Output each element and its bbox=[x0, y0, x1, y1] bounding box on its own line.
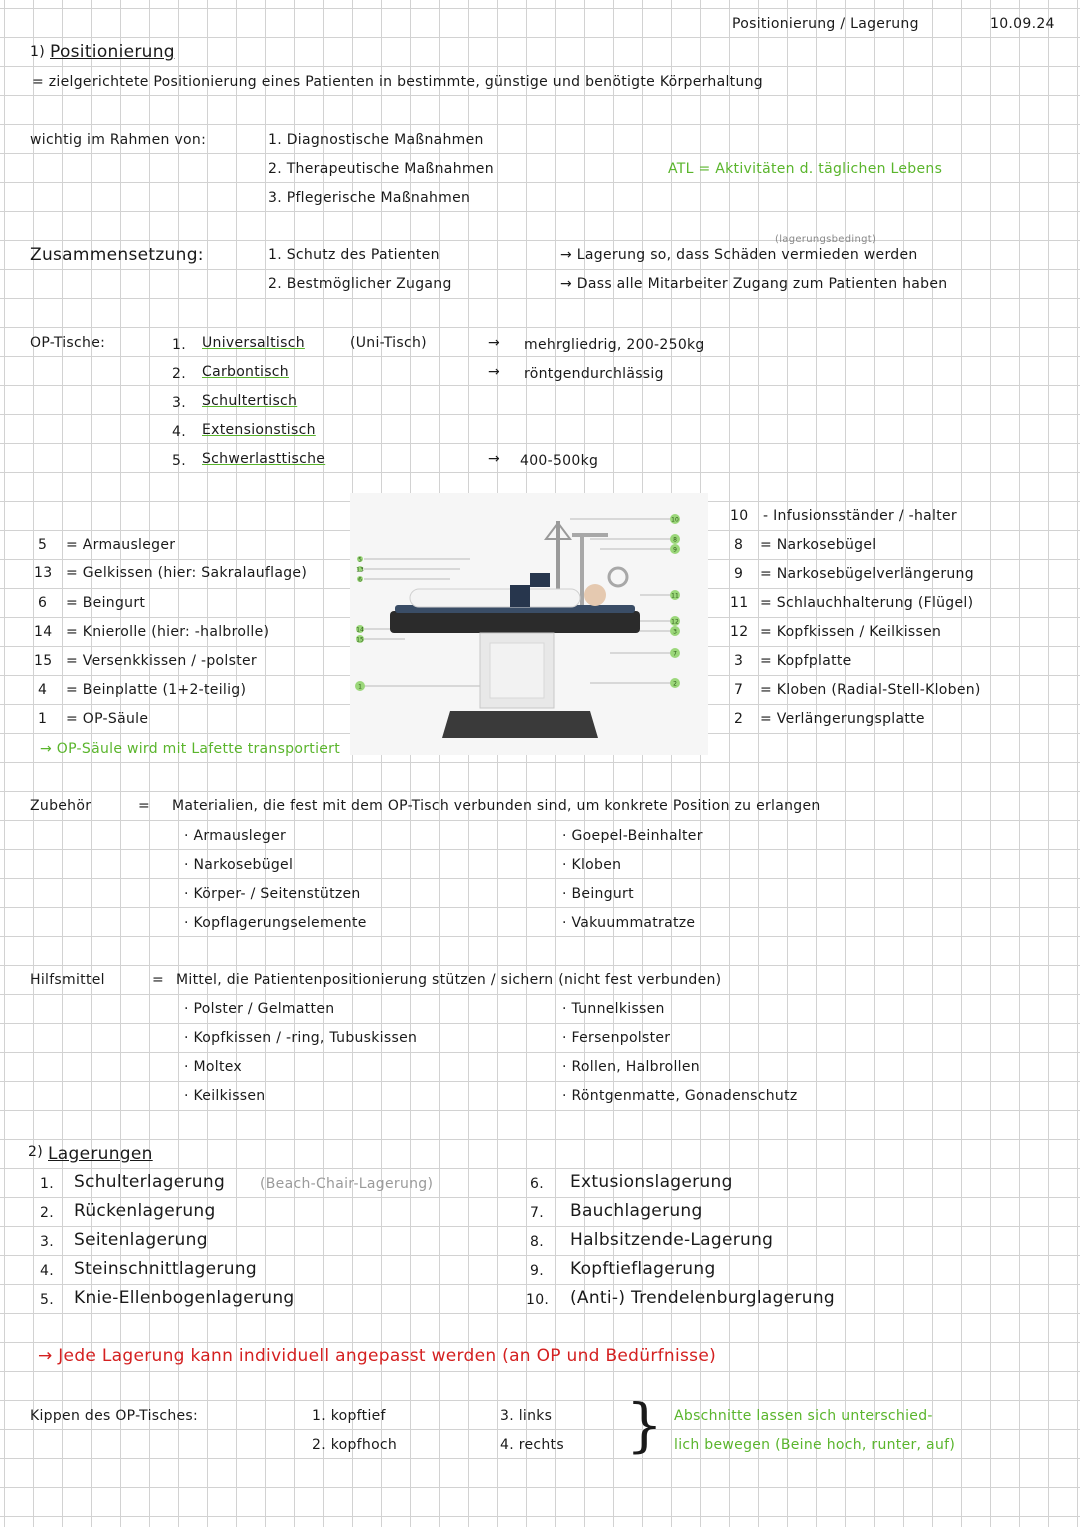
photo-label-5: 5 bbox=[358, 556, 362, 564]
zubehoer-item: · Goepel-Beinhalter bbox=[562, 828, 703, 844]
position-num: 1. bbox=[40, 1176, 54, 1192]
table-arrow: → bbox=[488, 364, 501, 380]
photo-label-7: 7 bbox=[673, 650, 677, 658]
tilt-item: 3. links bbox=[500, 1408, 553, 1424]
photo-label-12: 12 bbox=[671, 618, 679, 626]
photo-label-8: 8 bbox=[673, 536, 677, 544]
tilt-item: 2. kopfhoch bbox=[312, 1437, 398, 1453]
legend-text: = Versenkkissen / -polster bbox=[66, 653, 257, 669]
legend-text: = Kopfkissen / Keilkissen bbox=[760, 624, 942, 640]
position-num: 8. bbox=[530, 1234, 544, 1250]
position-name: (Anti-) Trendelenburglagerung bbox=[570, 1288, 836, 1308]
zubehoer-definition: Materialien, die fest mit dem OP-Tisch verbunden sind, um konkrete Position zu erlangen bbox=[172, 798, 821, 814]
legend-text: = Armausleger bbox=[66, 537, 176, 553]
table-num: 4. bbox=[172, 424, 186, 440]
zubehoer-item: · Narkosebügel bbox=[184, 857, 294, 873]
legend-num: 5 bbox=[38, 537, 48, 553]
table-name: Schwerlasttische bbox=[202, 451, 326, 467]
table-arrow: → bbox=[488, 451, 501, 467]
table-num: 3. bbox=[172, 395, 186, 411]
hilfsmittel-label: Hilfsmittel bbox=[30, 972, 105, 988]
legend-num: 1 bbox=[38, 711, 48, 727]
zubehoer-item: · Beingurt bbox=[562, 886, 634, 902]
definition-text: = zielgerichtete Positionierung eines Patienten in bestimmte, günstige und benötigte Körperhaltung bbox=[32, 74, 763, 90]
table-note: röntgendurchlässig bbox=[524, 366, 664, 382]
hilfsmittel-item: · Röntgenmatte, Gonadenschutz bbox=[562, 1088, 798, 1104]
position-name: Kopftieflagerung bbox=[570, 1259, 716, 1279]
zus-right-item: → Lagerung so, dass Schäden vermieden werden bbox=[560, 247, 918, 263]
legend-text: = Gelkissen (hier: Sakralauflage) bbox=[66, 565, 308, 581]
position-num: 3. bbox=[40, 1234, 54, 1250]
photo-label-13: 13 bbox=[356, 566, 364, 574]
table-name: Extensionstisch bbox=[202, 422, 316, 438]
tilt-note: lich bewegen (Beine hoch, runter, auf) bbox=[674, 1437, 956, 1453]
legend-num: 13 bbox=[34, 565, 53, 581]
zubehoer-eq: = bbox=[138, 798, 151, 814]
legend-text: = Schlauchhalterung (Flügel) bbox=[760, 595, 974, 611]
legend-num: 6 bbox=[38, 595, 48, 611]
section-heading: Positionierung bbox=[50, 42, 175, 62]
zubehoer-item: · Kloben bbox=[562, 857, 622, 873]
table-num: 1. bbox=[172, 337, 186, 353]
photo-label-11: 11 bbox=[671, 592, 679, 600]
table-num: 5. bbox=[172, 453, 186, 469]
hilfsmittel-item: · Fersenpolster bbox=[562, 1030, 671, 1046]
position-name: Seitenlagerung bbox=[74, 1230, 208, 1250]
important-label: wichtig im Rahmen von: bbox=[30, 132, 207, 148]
table-name: Universaltisch bbox=[202, 335, 305, 351]
table-note: mehrgliedrig, 200-250kg bbox=[524, 337, 705, 353]
position-name: Steinschnittlagerung bbox=[74, 1259, 257, 1279]
legend-text: = Verlängerungsplatte bbox=[760, 711, 925, 727]
zubehoer-label: Zubehör bbox=[30, 798, 92, 814]
legend-text: - Infusionsständer / -halter bbox=[763, 508, 957, 524]
op-tables-label: OP-Tische: bbox=[30, 335, 106, 351]
photo-label-9: 9 bbox=[673, 546, 677, 554]
legend-num: 8 bbox=[734, 537, 744, 553]
hilfsmittel-item: · Moltex bbox=[184, 1059, 242, 1075]
zubehoer-item: · Armausleger bbox=[184, 828, 287, 844]
legend-num: 11 bbox=[730, 595, 749, 611]
position-num: 7. bbox=[530, 1205, 544, 1221]
zubehoer-item: · Körper- / Seitenstützen bbox=[184, 886, 361, 902]
hilfsmittel-item: · Rollen, Halbrollen bbox=[562, 1059, 700, 1075]
op-table-photo bbox=[350, 493, 708, 755]
legend-num: 12 bbox=[730, 624, 749, 640]
position-extra: (Beach-Chair-Lagerung) bbox=[260, 1176, 434, 1192]
important-item: 1. Diagnostische Maßnahmen bbox=[268, 132, 484, 148]
hilfsmittel-item: · Keilkissen bbox=[184, 1088, 266, 1104]
hilfsmittel-item: · Kopfkissen / -ring, Tubuskissen bbox=[184, 1030, 418, 1046]
position-name: Rückenlagerung bbox=[74, 1201, 216, 1221]
photo-label-1: 1 bbox=[358, 683, 362, 691]
op-table-illustration bbox=[350, 493, 708, 755]
section-number: 1) bbox=[30, 44, 45, 60]
column-note: → OP-Säule wird mit Lafette transportiert bbox=[40, 741, 341, 757]
zusammensetzung-label: Zusammensetzung: bbox=[30, 245, 204, 265]
legend-text: = Narkosebügelverlängerung bbox=[760, 566, 974, 582]
position-num: 5. bbox=[40, 1292, 54, 1308]
zubehoer-item: · Kopflagerungselemente bbox=[184, 915, 367, 931]
legend-text: = Kopfplatte bbox=[760, 653, 852, 669]
table-arrow: → bbox=[488, 335, 501, 351]
important-item: 2. Therapeutische Maßnahmen bbox=[268, 161, 494, 177]
legend-text: = Narkosebügel bbox=[760, 537, 877, 553]
legend-num: 14 bbox=[34, 624, 53, 640]
zubehoer-item: · Vakuummatratze bbox=[562, 915, 696, 931]
header-date: 10.09.24 bbox=[990, 16, 1055, 32]
brace: } bbox=[626, 1391, 663, 1459]
legend-num: 15 bbox=[34, 653, 53, 669]
legend-text: = Knierolle (hier: -halbrolle) bbox=[66, 624, 270, 640]
photo-label-2: 2 bbox=[673, 680, 677, 688]
position-num: 9. bbox=[530, 1263, 544, 1279]
position-name: Extusionslagerung bbox=[570, 1172, 733, 1192]
position-num: 10. bbox=[526, 1292, 550, 1308]
position-name: Schulterlagerung bbox=[74, 1172, 226, 1192]
section-number: 2) bbox=[28, 1144, 43, 1160]
section-heading: Lagerungen bbox=[48, 1144, 153, 1164]
tilt-item: 4. rechts bbox=[500, 1437, 564, 1453]
hilfsmittel-item: · Polster / Gelmatten bbox=[184, 1001, 335, 1017]
tilt-item: 1. kopftief bbox=[312, 1408, 386, 1424]
position-name: Bauchlagerung bbox=[570, 1201, 703, 1221]
legend-num: 10 bbox=[730, 508, 749, 524]
legend-num: 3 bbox=[734, 653, 744, 669]
photo-label-15: 15 bbox=[356, 636, 364, 644]
hilfsmittel-item: · Tunnelkissen bbox=[562, 1001, 665, 1017]
zus-right-item: → Dass alle Mitarbeiter Zugang zum Patienten haben bbox=[560, 276, 948, 292]
tilt-label: Kippen des OP-Tisches: bbox=[30, 1408, 199, 1424]
photo-label-14: 14 bbox=[356, 626, 364, 634]
atl-note: ATL = Aktivitäten d. täglichen Lebens bbox=[668, 161, 943, 177]
tilt-note: Abschnitte lassen sich unterschied- bbox=[674, 1408, 933, 1424]
hilfsmittel-eq: = bbox=[152, 972, 165, 988]
zus-note: (lagerungsbedingt) bbox=[775, 234, 877, 245]
table-name: Carbontisch bbox=[202, 364, 289, 380]
individual-note: → Jede Lagerung kann individuell angepasst werden (an OP und Bedürfnisse) bbox=[38, 1346, 717, 1366]
table-note: 400-500kg bbox=[520, 453, 599, 469]
hilfsmittel-definition: Mittel, die Patientenpositionierung stützen / sichern (nicht fest verbunden) bbox=[176, 972, 722, 988]
zus-left-item: 2. Bestmöglicher Zugang bbox=[268, 276, 452, 292]
legend-text: = Kloben (Radial-Stell-Kloben) bbox=[760, 682, 981, 698]
position-num: 4. bbox=[40, 1263, 54, 1279]
position-num: 2. bbox=[40, 1205, 54, 1221]
photo-label-10: 10 bbox=[671, 516, 679, 524]
legend-text: = Beingurt bbox=[66, 595, 146, 611]
legend-text: = Beinplatte (1+2-teilig) bbox=[66, 682, 247, 698]
table-extra: (Uni-Tisch) bbox=[350, 335, 427, 351]
table-name: Schultertisch bbox=[202, 393, 298, 409]
legend-num: 4 bbox=[38, 682, 48, 698]
table-num: 2. bbox=[172, 366, 186, 382]
photo-label-6: 6 bbox=[358, 576, 362, 584]
position-name: Halbsitzende-Lagerung bbox=[570, 1230, 774, 1250]
legend-num: 9 bbox=[734, 566, 744, 582]
legend-num: 2 bbox=[734, 711, 744, 727]
legend-num: 7 bbox=[734, 682, 744, 698]
important-item: 3. Pflegerische Maßnahmen bbox=[268, 190, 471, 206]
zus-left-item: 1. Schutz des Patienten bbox=[268, 247, 440, 263]
position-num: 6. bbox=[530, 1176, 544, 1192]
position-name: Knie-Ellenbogenlagerung bbox=[74, 1288, 295, 1308]
header-title: Positionierung / Lagerung bbox=[732, 16, 919, 32]
legend-text: = OP-Säule bbox=[66, 711, 149, 727]
photo-label-3: 3 bbox=[673, 628, 677, 636]
